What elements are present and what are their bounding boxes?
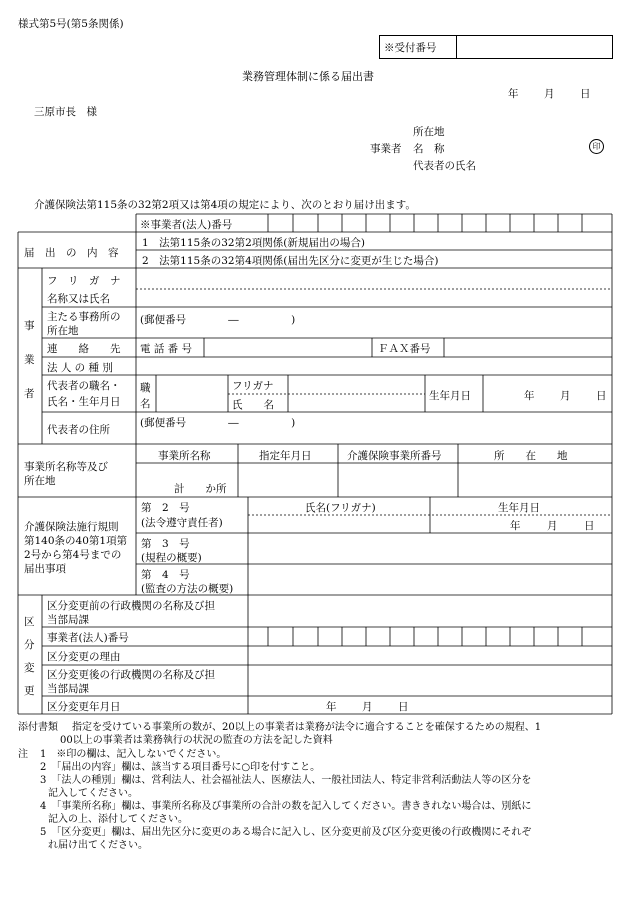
item-3-desc: (規程の概要) xyxy=(141,552,202,564)
office-total: 計 か所 xyxy=(174,483,227,495)
change-side-3: 変 xyxy=(24,662,35,674)
address-label: 所在地 xyxy=(413,126,445,138)
attachments-label: 添付書類 xyxy=(18,722,58,733)
date-month: 月 xyxy=(544,88,555,100)
change-date-year: 年 xyxy=(326,701,337,713)
regulation-label-2: 第140条の40第1項第 xyxy=(24,535,128,547)
op-number-label: ※事業者(法人)番号 xyxy=(140,219,233,231)
notify-option-2[interactable]: 2 法第115条の32第4項関係(届出先区分に変更が生じた場合) xyxy=(142,255,439,267)
addressee: 三原市長 様 xyxy=(34,106,97,118)
birth-day: 日 xyxy=(596,390,607,402)
birth-year: 年 xyxy=(524,390,535,402)
date-day: 日 xyxy=(580,88,591,100)
note-4b: 記入の上、添付してください。 xyxy=(48,814,188,825)
intro-text: 介護保険法第115条の32第2項又は第4項の規定により、次のとおり届け出ます。 xyxy=(34,199,416,211)
note-5b: れ届け出てください。 xyxy=(48,840,148,851)
change-side-1: 区 xyxy=(24,616,35,628)
operator-label: 事業者 xyxy=(370,143,402,155)
form-number: 様式第5号(第5条関係) xyxy=(18,18,124,30)
item-2-label: 第 2 号 xyxy=(141,502,190,514)
after-agency-label-2: 当部局課 xyxy=(47,683,89,695)
office-label-1: 事業所名称等及び xyxy=(24,461,108,473)
change-date-day: 日 xyxy=(398,701,409,713)
corp-type-label: 法 人 の 種 別 xyxy=(47,362,113,374)
note-3b: 記入してください。 xyxy=(48,788,138,799)
date-year: 年 xyxy=(508,88,519,100)
change-side-4: 更 xyxy=(24,685,35,697)
rep-name-label: 氏 名 xyxy=(232,399,274,411)
before-agency-label-2: 当部局課 xyxy=(47,614,89,626)
note-1: 1 ※印の欄は、記入しないでください。 xyxy=(40,749,227,760)
birth-month: 月 xyxy=(560,390,571,402)
note-5a: 5 「区分変更」欄は、届出先区分に変更のある場合に記入し、区分変更前及び区分変更後の行政機関にそれぞ xyxy=(40,827,532,838)
before-agency-label-1: 区分変更前の行政機関の名称及び担 xyxy=(47,600,215,612)
item2-birth-year: 年 xyxy=(510,520,521,532)
after-agency-label-1: 区分変更後の行政機関の名称及び担 xyxy=(47,669,215,681)
change-date-month: 月 xyxy=(362,701,373,713)
regulation-label-3: 2号から第4号までの xyxy=(24,549,122,561)
item2-birth-month: 月 xyxy=(547,520,558,532)
note-3a: 3 「法人の種別」欄は、営利法人、社会福祉法人、医療法人、一般社団法人、特定非営利活動法人等の区分を xyxy=(40,775,532,786)
change-reason-label: 区分変更の理由 xyxy=(47,651,121,663)
post-label: 職 xyxy=(140,382,151,394)
name-label: 名 称 xyxy=(413,143,445,155)
item-4-label: 第 4 号 xyxy=(141,569,190,581)
office-label-2: 所在地 xyxy=(24,475,56,487)
receipt-number-label: ※受付番号 xyxy=(384,42,437,54)
rep-title-label-2: 氏名・生年月日 xyxy=(47,396,121,408)
representative-label: 代表者の氏名 xyxy=(413,160,476,172)
furigana-label: フ リ ガ ナ xyxy=(47,275,121,287)
tel-label: 電 話 番 号 xyxy=(140,343,193,355)
item-3-label: 第 3 号 xyxy=(141,538,190,550)
rep-furigana-label: フリガナ xyxy=(232,380,274,392)
location-header: 所 在 地 xyxy=(494,450,568,462)
item-2-desc: (法令遵守責任者) xyxy=(141,517,223,529)
notes-label: 注 xyxy=(18,749,28,760)
seal-mark: 印 xyxy=(589,139,604,154)
rep-title-label-1: 代表者の職名・ xyxy=(47,380,121,392)
designated-date-header: 指定年月日 xyxy=(259,450,312,462)
rep-postal-field[interactable]: (郵便番号 ― ) xyxy=(140,417,296,429)
main-office-label-1: 主たる事務所の xyxy=(47,311,121,323)
notify-content-label: 届 出 の 内 容 xyxy=(24,247,119,259)
birth-date-header: 生年月日 xyxy=(498,502,540,514)
notify-option-1[interactable]: 1 法第115条の32第2項関係(新規届出の場合) xyxy=(142,237,365,249)
note-2: 2 「届出の内容」欄は、該当する項目番号に○印を付すこと。 xyxy=(40,762,321,773)
note-4a: 4 「事業所名称」欄は、事業所名称及び事業所の合計の数を記入してください。書ききれない場合は、別紙に xyxy=(40,801,532,812)
attachments-text-1: 指定を受けている事業所の数が、20以上の事業者は業務が法令に適合することを確保するための規程、1 xyxy=(72,722,542,733)
operator-side-2: 業 xyxy=(24,354,35,366)
post-label-2: 名 xyxy=(140,398,151,410)
item2-birth-day: 日 xyxy=(584,520,595,532)
office-name-header: 事業所名称 xyxy=(158,450,211,462)
change-op-number-label: 事業者(法人)番号 xyxy=(47,632,129,644)
postal-code-field[interactable]: (郵便番号 ― ) xyxy=(140,314,296,326)
item-4-desc: (監査の方法の概要) xyxy=(141,583,234,595)
page-title: 業務管理体制に係る届出書 xyxy=(242,70,374,83)
ins-office-number-header: 介護保険事業所番号 xyxy=(347,450,442,462)
attachments-text-2: 00以上の事業者は業務執行の状況の監査の方法を記した資料 xyxy=(60,735,333,746)
change-side-2: 分 xyxy=(24,639,35,651)
operator-side-1: 事 xyxy=(24,320,35,332)
birth-date-label: 生年月日 xyxy=(429,390,471,402)
regulation-label-4: 届出事項 xyxy=(24,563,66,575)
rep-address-label: 代表者の住所 xyxy=(47,424,110,436)
name-furigana-header: 氏名(フリガナ) xyxy=(305,502,376,514)
name-or-fullname-label: 名称又は氏名 xyxy=(47,293,110,305)
main-office-label-2: 所在地 xyxy=(47,325,79,337)
contact-label: 連 絡 先 xyxy=(47,343,121,355)
fax-label: ＦＡＸ番号 xyxy=(378,343,431,355)
operator-side-3: 者 xyxy=(24,388,35,400)
change-date-label: 区分変更年月日 xyxy=(47,701,121,713)
regulation-label-1: 介護保険法施行規則 xyxy=(24,521,119,533)
